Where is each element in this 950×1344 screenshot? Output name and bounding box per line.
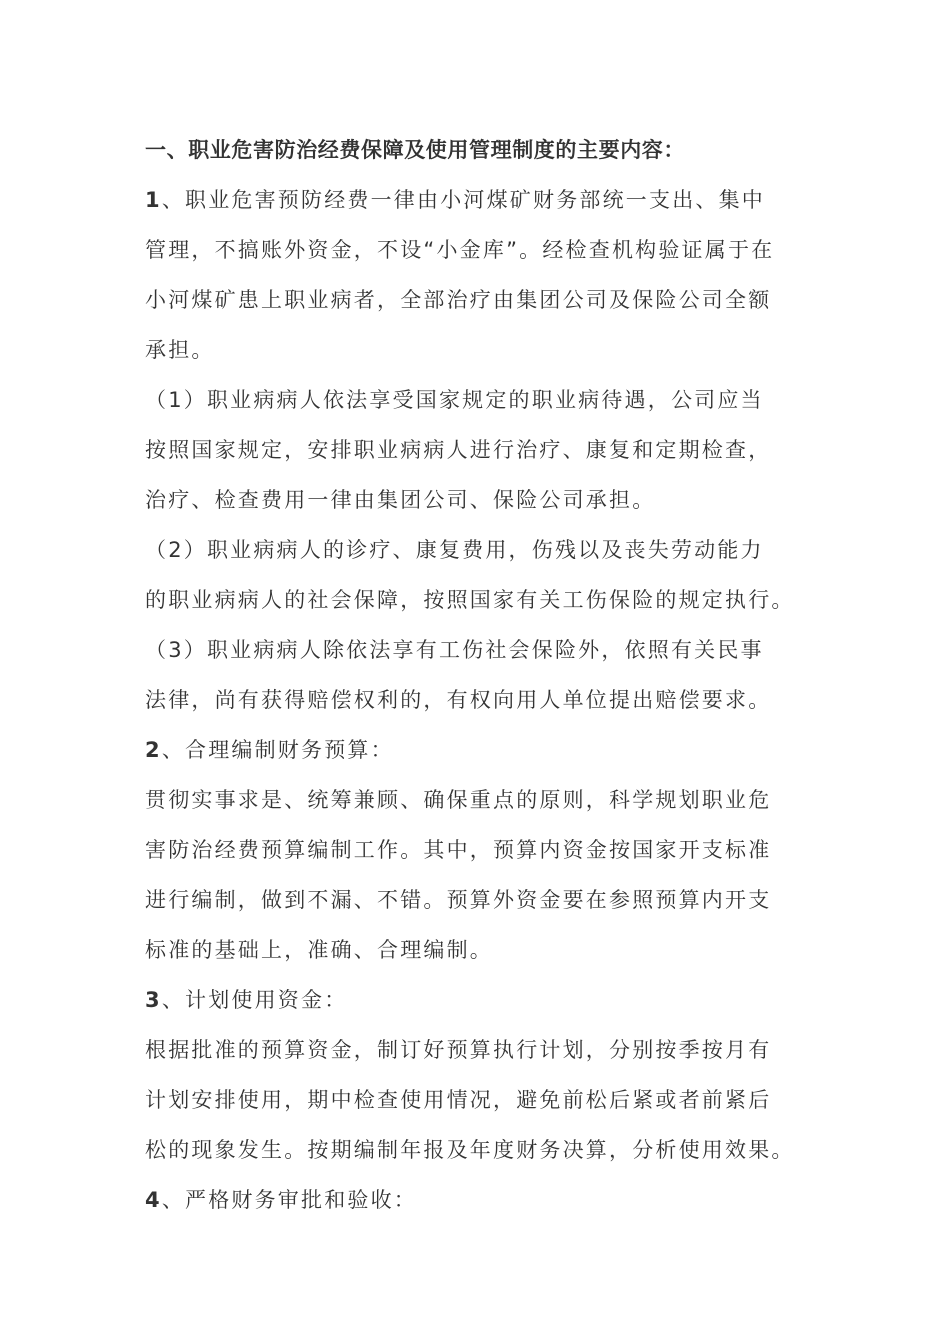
paragraph-line: 按照国家规定，安排职业病病人进行治疗、康复和定期检查，: [145, 438, 772, 462]
section-3-number: 3: [145, 988, 162, 1012]
paragraph-line: 、严格财务审批和验收：: [161, 1188, 418, 1212]
paragraph-line: 承担。: [145, 338, 215, 362]
paragraph-line: 松的现象发生。按期编制年报及年度财务决算，分析使用效果。: [145, 1138, 795, 1162]
paragraph-line: 害防治经费预算编制工作。其中，预算内资金按国家开支标准: [145, 838, 772, 862]
paragraph-line: 治疗、检查费用一律由集团公司、保险公司承担。: [145, 488, 656, 512]
paragraph-line: 贯彻实事求是、统筹兼顾、确保重点的原则，科学规划职业危: [145, 788, 772, 812]
section-1-title-line: [145, 185, 765, 215]
paragraph-line: 小河煤矿患上职业病者，全部治疗由集团公司及保险公司全额: [145, 288, 772, 312]
section-4-number: 4: [145, 1188, 162, 1212]
paragraph-line: （3）职业病病人除依法享有工伤社会保险外，依照有关民事: [145, 638, 764, 662]
paragraph-line: 、合理编制财务预算：: [161, 738, 394, 762]
paragraph-line: 根据批准的预算资金，制订好预算执行计划，分别按季按月有: [145, 1038, 772, 1062]
section-1-number: 1: [145, 188, 162, 212]
paragraph-line: 计划安排使用，期中检查使用情况，避免前松后紧或者前紧后: [145, 1088, 772, 1112]
section-heading: 一、职业危害防治经费保障及使用管理制度的主要内容：: [145, 138, 685, 162]
paragraph-line: 法律，尚有获得赔偿权利的，有权向用人单位提出赔偿要求。: [145, 688, 772, 712]
section-2-number: 2: [145, 738, 162, 762]
paragraph-line: 管理，不搞账外资金，不设“小金库”。经检查机构验证属于在: [145, 238, 775, 262]
section-2-title-line: [145, 735, 394, 765]
paragraph-line: （1）职业病病人依法享受国家规定的职业病待遇，公司应当: [145, 388, 764, 412]
paragraph-line: 、职业危害预防经费一律由小河煤矿财务部统一支出、集中: [161, 188, 766, 212]
section-4-title-line: [145, 1185, 417, 1215]
section-3-title-line: [145, 985, 347, 1015]
paragraph-line: 、计划使用资金：: [161, 988, 348, 1012]
paragraph-line: （2）职业病病人的诊疗、康复费用，伤残以及丧失劳动能力: [145, 538, 764, 562]
paragraph-line: 进行编制，做到不漏、不错。预算外资金要在参照预算内开支: [145, 888, 772, 912]
paragraph-line: 的职业病病人的社会保障，按照国家有关工伤保险的规定执行。: [145, 588, 795, 612]
paragraph-line: 标准的基础上，准确、合理编制。: [145, 938, 493, 962]
